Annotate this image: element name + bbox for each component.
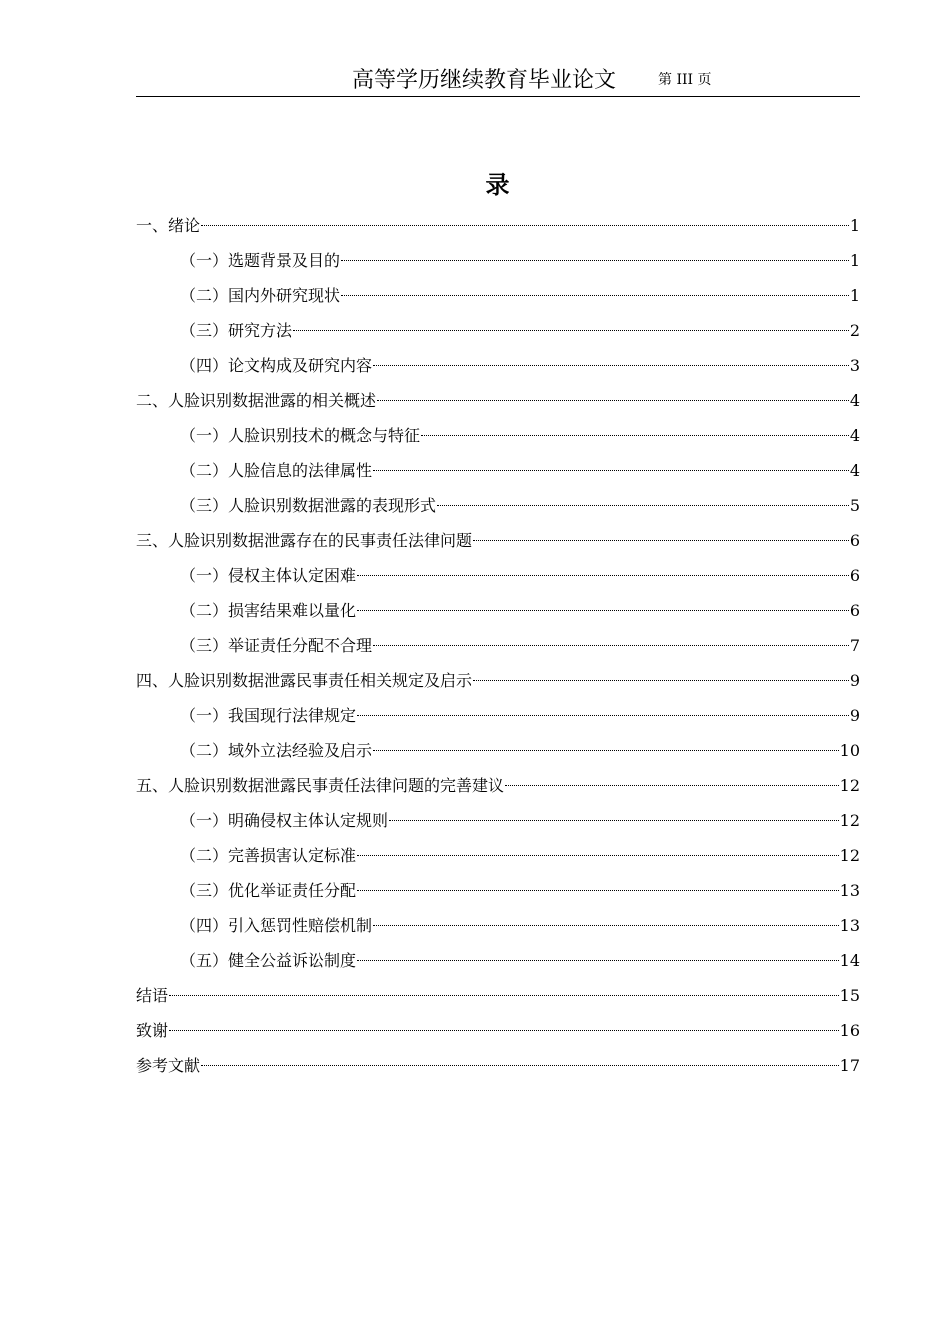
toc-entry-label: （三）研究方法 [180,321,293,340]
toc-dot-leader [377,400,849,401]
toc-entry[interactable] [136,873,860,908]
toc-entry-label: 四、人脸识别数据泄露民事责任相关规定及启示 [136,671,473,690]
toc-entry[interactable] [136,593,860,628]
toc-dot-leader [373,645,849,646]
toc-dot-leader [341,295,849,296]
toc-entry-label: （二）国内外研究现状 [180,286,341,305]
toc-entry-page: 12 [839,846,860,865]
toc-entry-page: 17 [839,1056,860,1075]
toc-entry[interactable] [136,278,860,313]
toc-entry-page: 12 [839,776,860,795]
toc-entry-page: 15 [839,986,860,1005]
toc-entry-label: 二、人脸识别数据泄露的相关概述 [136,391,377,410]
toc-entry[interactable] [136,418,860,453]
toc-dot-leader [437,505,849,506]
toc-entry-page: 10 [839,741,860,760]
toc-entry-label: （一）选题背景及目的 [180,251,341,270]
toc-entry-page: 5 [849,496,860,515]
header-title: 高等学历继续教育毕业论文 [352,68,617,93]
toc-entry[interactable] [136,943,860,978]
toc-entry-label: （三）人脸识别数据泄露的表现形式 [180,496,437,515]
toc-entry-label: （一）明确侵权主体认定规则 [180,811,389,830]
toc-entry[interactable] [136,978,860,1013]
toc-entry-page: 4 [849,461,860,480]
toc-entry[interactable] [136,1048,860,1083]
toc-dot-leader [357,715,849,716]
toc-entry-page: 1 [849,216,860,235]
toc-entry-page: 6 [849,566,860,585]
toc-dot-leader [341,260,849,261]
toc-entry-page: 4 [849,391,860,410]
toc-title: 录 [485,171,510,199]
toc-dot-leader [473,680,849,681]
toc-entry-page: 7 [849,636,860,655]
toc-entry-label: 一、绪论 [136,216,201,235]
toc-entry[interactable] [136,383,860,418]
toc-entry-label: 参考文献 [136,1056,201,1075]
toc-entry[interactable] [136,838,860,873]
toc-entry-label: （一）侵权主体认定困难 [180,566,357,585]
toc-dot-leader [373,925,839,926]
toc-entry[interactable] [136,348,860,383]
toc-dot-leader [293,330,849,331]
toc-entry-label: （五）健全公益诉讼制度 [180,951,357,970]
toc-entry[interactable] [136,523,860,558]
toc-dot-leader [421,435,849,436]
toc-entry-page: 1 [849,286,860,305]
toc-entry[interactable] [136,768,860,803]
toc-dot-leader [169,1030,839,1031]
header-page-number: 第 III 页 [658,72,712,88]
toc-entry-label: （一）我国现行法律规定 [180,706,357,725]
toc-entry-label: （一）人脸识别技术的概念与特征 [180,426,421,445]
toc-entry-label: 三、人脸识别数据泄露存在的民事责任法律问题 [136,531,473,550]
toc-entry[interactable] [136,208,860,243]
toc-entry-label: （三）优化举证责任分配 [180,881,357,900]
toc-entry-label: （四）引入惩罚性赔偿机制 [180,916,373,935]
table-of-contents [136,208,860,1083]
toc-entry-page: 16 [839,1021,860,1040]
toc-entry[interactable] [136,453,860,488]
toc-entry-label: （二）域外立法经验及启示 [180,741,373,760]
toc-dot-leader [357,575,849,576]
toc-entry-label: 五、人脸识别数据泄露民事责任法律问题的完善建议 [136,776,505,795]
toc-dot-leader [357,890,839,891]
toc-entry[interactable] [136,698,860,733]
toc-entry-page: 4 [849,426,860,445]
toc-entry[interactable] [136,1013,860,1048]
toc-entry-page: 13 [839,916,860,935]
toc-entry-page: 2 [849,321,860,340]
toc-dot-leader [201,1065,839,1066]
toc-dot-leader [373,365,849,366]
toc-entry-label: （二）人脸信息的法律属性 [180,461,373,480]
toc-entry[interactable] [136,628,860,663]
toc-entry[interactable] [136,243,860,278]
toc-dot-leader [169,995,839,996]
toc-entry-label: （三）举证责任分配不合理 [180,636,373,655]
toc-entry[interactable] [136,488,860,523]
toc-dot-leader [357,610,849,611]
toc-entry-page: 6 [849,531,860,550]
toc-dot-leader [201,225,849,226]
toc-entry-page: 14 [839,951,860,970]
toc-entry-page: 9 [849,706,860,725]
toc-entry-label: 致谢 [136,1021,169,1040]
toc-entry[interactable] [136,558,860,593]
toc-entry[interactable] [136,908,860,943]
toc-entry-page: 13 [839,881,860,900]
toc-dot-leader [373,750,839,751]
page-header [136,66,860,97]
toc-dot-leader [505,785,839,786]
toc-entry-page: 3 [849,356,860,375]
toc-entry-label: （二）损害结果难以量化 [180,601,357,620]
toc-entry[interactable] [136,313,860,348]
toc-dot-leader [389,820,839,821]
toc-entry[interactable] [136,663,860,698]
toc-entry-page: 9 [849,671,860,690]
toc-dot-leader [373,470,849,471]
toc-entry-label: （四）论文构成及研究内容 [180,356,373,375]
toc-dot-leader [357,960,839,961]
toc-entry-label: （二）完善损害认定标准 [180,846,357,865]
toc-entry-page: 12 [839,811,860,830]
toc-entry-page: 1 [849,251,860,270]
toc-entry[interactable] [136,733,860,768]
toc-dot-leader [473,540,849,541]
toc-dot-leader [357,855,839,856]
toc-entry-label: 结语 [136,986,169,1005]
toc-entry[interactable] [136,803,860,838]
toc-entry-page: 6 [849,601,860,620]
